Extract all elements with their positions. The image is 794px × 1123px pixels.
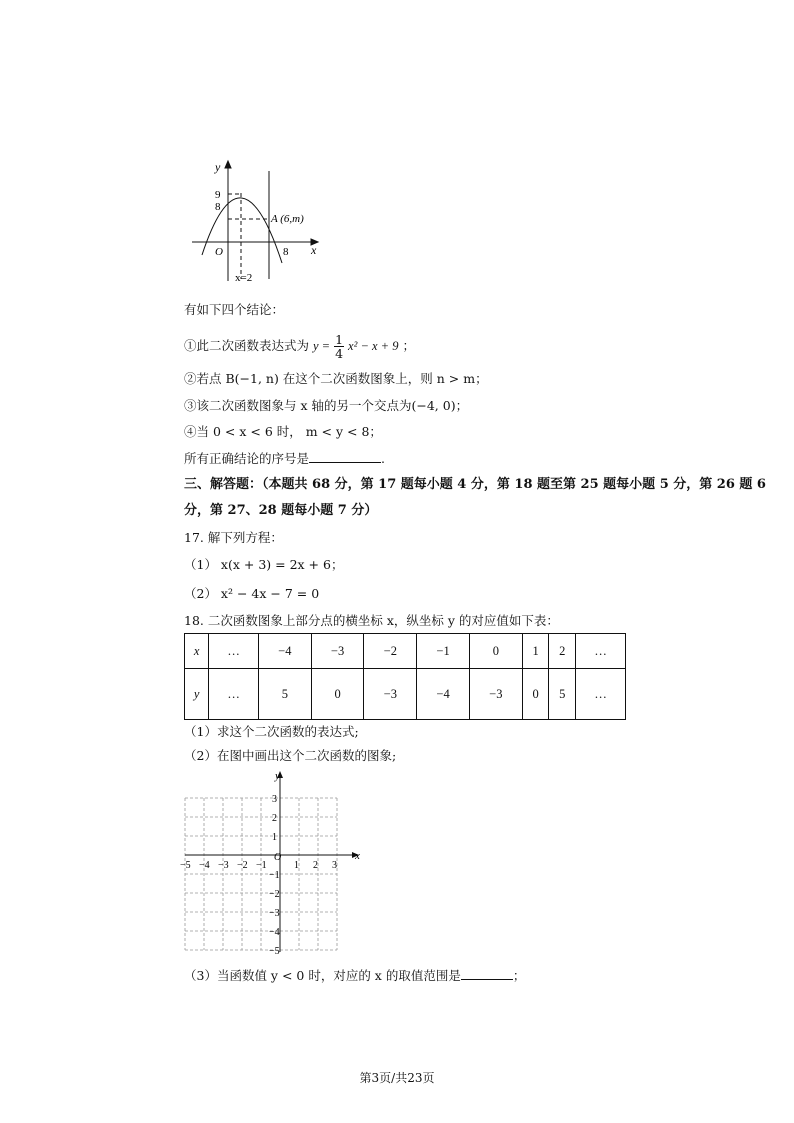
fraction-numerator: 1 (335, 332, 344, 347)
table-cell: … (576, 669, 626, 720)
x-tick-label: 3 (332, 860, 337, 871)
fig1-x-label: x (311, 243, 317, 257)
conclusion-1-rhs: x² − x + 9 (348, 339, 399, 353)
table-cell: −4 (258, 634, 311, 669)
q18-part2: （2）在图中画出这个二次函数的图象; (184, 748, 397, 763)
fig2-origin: O (274, 852, 282, 863)
table-cell: 1 (522, 634, 549, 669)
table-cell: 5 (258, 669, 311, 720)
table-row-x (185, 634, 626, 669)
q17-title: 17. 解下列方程： (184, 530, 283, 545)
intro-text: 有如下四个结论： (184, 302, 285, 317)
table-cell: −3 (311, 634, 364, 669)
fig2-x-label: x (355, 850, 360, 862)
table-cell: 0 (522, 669, 549, 720)
conclusion-3: ③该二次函数图象与 x 轴的另一个交点为(−4, 0)； (184, 398, 469, 413)
table-cell: y (185, 669, 209, 720)
fig2-y-label: y (275, 770, 280, 782)
fig1-y8: 8 (215, 201, 221, 213)
fig1-y-label: y (215, 160, 221, 174)
q18-part3-end: ； (512, 968, 526, 983)
conclusion-1 (184, 333, 415, 360)
section-3-header-line1: 三、解答题：（本题共 68 分，第 17 题每小题 4 分，第 18 题至第 25 题每小题 5 分，第 26 题 6 (184, 477, 766, 492)
q18-part1: （1）求这个二次函数的表达式; (184, 724, 359, 739)
answer-prompt-text: 所有正确结论的序号是 (184, 451, 310, 466)
q17-part1: （1） x(x + 3) = 2x + 6； (184, 557, 344, 572)
fig1-y9: 9 (215, 189, 221, 201)
table-cell: 2 (549, 634, 576, 669)
q17-part2: （2） x² − 4x − 7 = 0 (184, 586, 320, 601)
table-cell: … (576, 634, 626, 669)
y-tick-label: −3 (269, 908, 280, 919)
x-tick-label: 1 (294, 860, 299, 871)
table-cell: … (209, 634, 259, 669)
table-row-y (185, 669, 626, 720)
y-tick-label: −4 (269, 927, 280, 938)
conclusion-2: ②若点 B(−1, n) 在这个二次函数图象上，则 n > m； (184, 371, 488, 386)
x-tick-label: −1 (256, 860, 267, 871)
y-tick-label: 2 (272, 813, 277, 824)
x-tick-label: −4 (199, 860, 210, 871)
y-tick-label: −1 (269, 870, 280, 881)
q18-part3 (184, 967, 525, 985)
parabola-figure (186, 155, 326, 285)
table-cell: −3 (364, 669, 417, 720)
conclusion-1-end: ； (402, 338, 415, 353)
table-cell: 0 (311, 669, 364, 720)
q18-part3-text: （3）当函数值 y < 0 时，对应的 x 的取值范围是 (184, 968, 461, 983)
x-tick-label: −2 (237, 860, 248, 871)
table-cell: 0 (469, 634, 522, 669)
fig1-x8: 8 (283, 246, 289, 258)
x-tick-label: −5 (180, 860, 191, 871)
fig1-axis-label: x=2 (235, 272, 253, 284)
table-cell: … (209, 669, 259, 720)
table-cell: −4 (417, 669, 470, 720)
value-table (184, 633, 626, 720)
y-tick-label: −5 (269, 946, 280, 956)
y-tick-label: −2 (269, 889, 280, 900)
conclusion-1-fraction (334, 333, 344, 360)
answer-prompt-end: . (381, 451, 385, 466)
range-answer-blank[interactable] (461, 967, 513, 980)
answer-blank[interactable] (309, 450, 381, 463)
fig1-point-a: A (6,m) (271, 213, 304, 225)
y-tick-label: 1 (272, 832, 277, 843)
page-footer: 第3页/共23页 (359, 1071, 435, 1085)
conclusion-1-text: ①此二次函数表达式为 (184, 338, 310, 353)
x-tick-label: −3 (218, 860, 229, 871)
conclusion-1-lhs: y = (313, 339, 331, 353)
table-cell: −1 (417, 634, 470, 669)
table-cell: −2 (364, 634, 417, 669)
x-tick-label: 2 (313, 860, 318, 871)
conclusion-4: ④当 0 < x < 6 时， m < y < 8； (184, 424, 382, 439)
table-cell: −3 (469, 669, 522, 720)
fig1-origin: O (215, 246, 223, 258)
answer-prompt (184, 450, 385, 468)
table-cell: x (185, 634, 209, 669)
table-cell: 5 (549, 669, 576, 720)
section-3-header-line2: 分，第 27、28 题每小题 7 分） (184, 503, 378, 518)
y-tick-label: 3 (272, 794, 277, 805)
plot-grid-figure (180, 766, 370, 956)
fraction-denominator: 4 (335, 346, 344, 361)
q18-title: 18. 二次函数图象上部分点的横坐标 x，纵坐标 y 的对应值如下表： (184, 613, 559, 628)
